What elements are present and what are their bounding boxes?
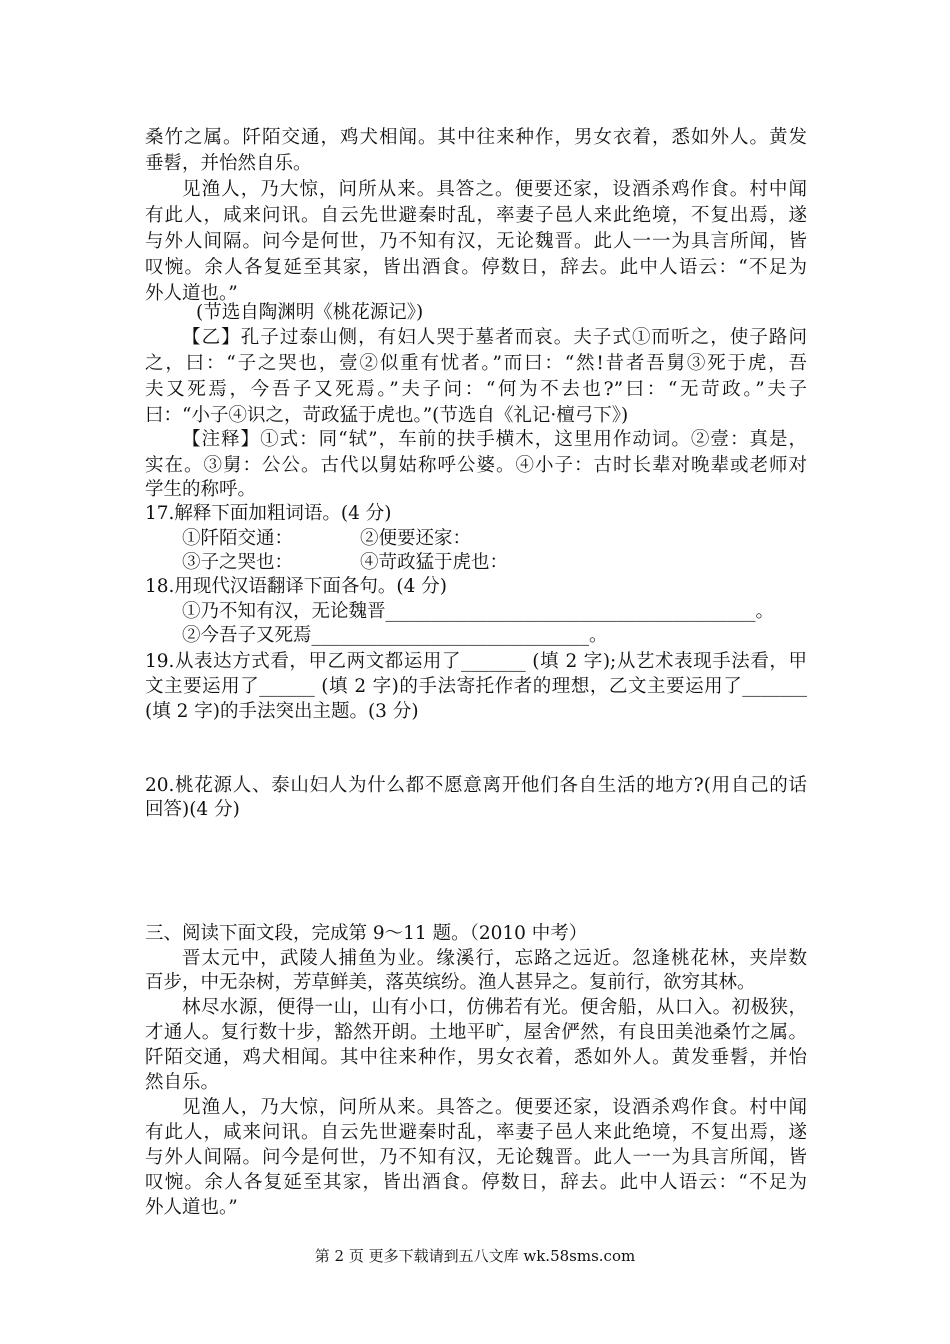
text-line: 与外人间隔。问今是何世，乃不知有汉，无论魏晋。此人一一为具言所闻，皆 bbox=[145, 231, 807, 252]
text-line: 见渔人，乃大惊，问所从来。具答之。便要还家，设酒杀鸡作食。村中闻 bbox=[182, 1097, 807, 1118]
text-line: 然自乐。 bbox=[145, 1072, 220, 1093]
question-18: 18.用现代汉语翻译下面各句。(4 分) bbox=[145, 576, 448, 597]
question-item: ④苛政猛于虎也： bbox=[360, 552, 509, 573]
text-line: 夫又死焉，今吾子又死焉。”夫子问：“何为不去也?”曰：“无苛政。”夫子 bbox=[145, 379, 807, 400]
text-line: 与外人间隔。问今是何世，乃不知有汉，无论魏晋。此人一一为具言所闻，皆 bbox=[145, 1147, 807, 1168]
text-line: 实在。③舅：公公。古代以舅姑称呼公婆。④小子：古时长辈对晚辈或老师对 bbox=[145, 455, 807, 476]
question-item: ②便要还家： bbox=[360, 528, 472, 549]
question-19-line: (填 2 字)的手法突出主题。(3 分) bbox=[145, 701, 419, 722]
text-line: 才通人。复行数十步，豁然开朗。土地平旷，屋舍俨然，有良田美池桑竹之属。 bbox=[145, 1022, 807, 1043]
question-17: 17.解释下面加粗词语。(4 分) bbox=[145, 503, 392, 524]
text-line: 【乙】孔子过泰山侧，有妇人哭于墓者而哀。夫子式①而听之，使子路问 bbox=[182, 327, 807, 348]
text-line: 林尽水源，便得一山，山有小口，仿佛若有光。便舍船，从口入。初极狭， bbox=[182, 997, 807, 1018]
question-19-line: 文主要运用了______ (填 2 字)的手法寄托作者的理想，乙文主要运用了_______ bbox=[145, 676, 807, 697]
question-item: ③子之哭也： bbox=[182, 552, 294, 573]
question-20: 20.桃花源人、泰山妇人为什么都不愿意离开他们各自生活的地方?(用自己的话 bbox=[145, 775, 807, 796]
text-line: 有此人，咸来问讯。自云先世避秦时乱，率妻子邑人来此绝境，不复出焉，遂 bbox=[145, 1122, 807, 1143]
page-footer: 第 2 页 更多下载请到五八文库 wk.58sms.com bbox=[314, 1247, 636, 1265]
text-line: 【注释】①式：同“轼”，车前的扶手横木，这里用作动词。②壹：真是， bbox=[182, 429, 807, 450]
text-line: 外人道也。” bbox=[145, 283, 238, 304]
text-line: 见渔人，乃大惊，问所从来。具答之。便要还家，设酒杀鸡作食。村中闻 bbox=[182, 179, 807, 200]
question-item: ①阡陌交通： bbox=[182, 528, 294, 549]
text-line: 叹惋。余人各复延至其家，皆出酒食。停数日，辞去。此中人语云：“不足为 bbox=[145, 257, 807, 278]
question-item: ①乃不知有汉，无论魏晋________________________________________。 bbox=[182, 601, 775, 622]
question-20-line: 回答)(4 分) bbox=[145, 799, 240, 820]
text-line: 叹惋。余人各复延至其家，皆出酒食。停数日，辞去。此中人语云：“不足为 bbox=[145, 1172, 807, 1193]
text-line: 桑竹之属。阡陌交通，鸡犬相闻。其中往来种作，男女衣着，悉如外人。黄发 bbox=[145, 127, 807, 148]
question-19: 19.从表达方式看，甲乙两文都运用了_______ (填 2 字);从艺术表现手法看，甲 bbox=[145, 651, 807, 672]
text-line: 外人道也。” bbox=[145, 1197, 238, 1218]
text-line: 晋太元中，武陵人捕鱼为业。缘溪行，忘路之远近。忽逢桃花林，夹岸数 bbox=[182, 948, 807, 969]
text-line: 曰：“小子④识之，苛政猛于虎也。”(节选自《礼记·檀弓下》) bbox=[145, 405, 629, 426]
question-item: ②今吾子又死焉______________________________。 bbox=[182, 625, 608, 646]
text-line: 有此人，咸来问讯。自云先世避秦时乱，率妻子邑人来此绝境，不复出焉，遂 bbox=[145, 205, 807, 226]
text-line: 百步，中无杂树，芳草鲜美，落英缤纷。渔人甚异之。复前行，欲穷其林。 bbox=[145, 972, 756, 993]
section-heading: 三、阅读下面文段，完成第 9～11 题。（2010 中考） bbox=[145, 923, 588, 944]
text-line: 学生的称呼。 bbox=[145, 479, 257, 500]
text-line: 之，曰：“子之哭也，壹②似重有忧者。”而曰：“然!昔者吾舅③死于虎，吾 bbox=[145, 353, 807, 374]
source-note: (节选自陶渊明《桃花源记》) bbox=[196, 302, 424, 323]
text-line: 垂髫，并怡然自乐。 bbox=[145, 153, 312, 174]
text-line: 阡陌交通，鸡犬相闻。其中往来种作，男女衣着，悉如外人。黄发垂髫，并怡 bbox=[145, 1047, 807, 1068]
